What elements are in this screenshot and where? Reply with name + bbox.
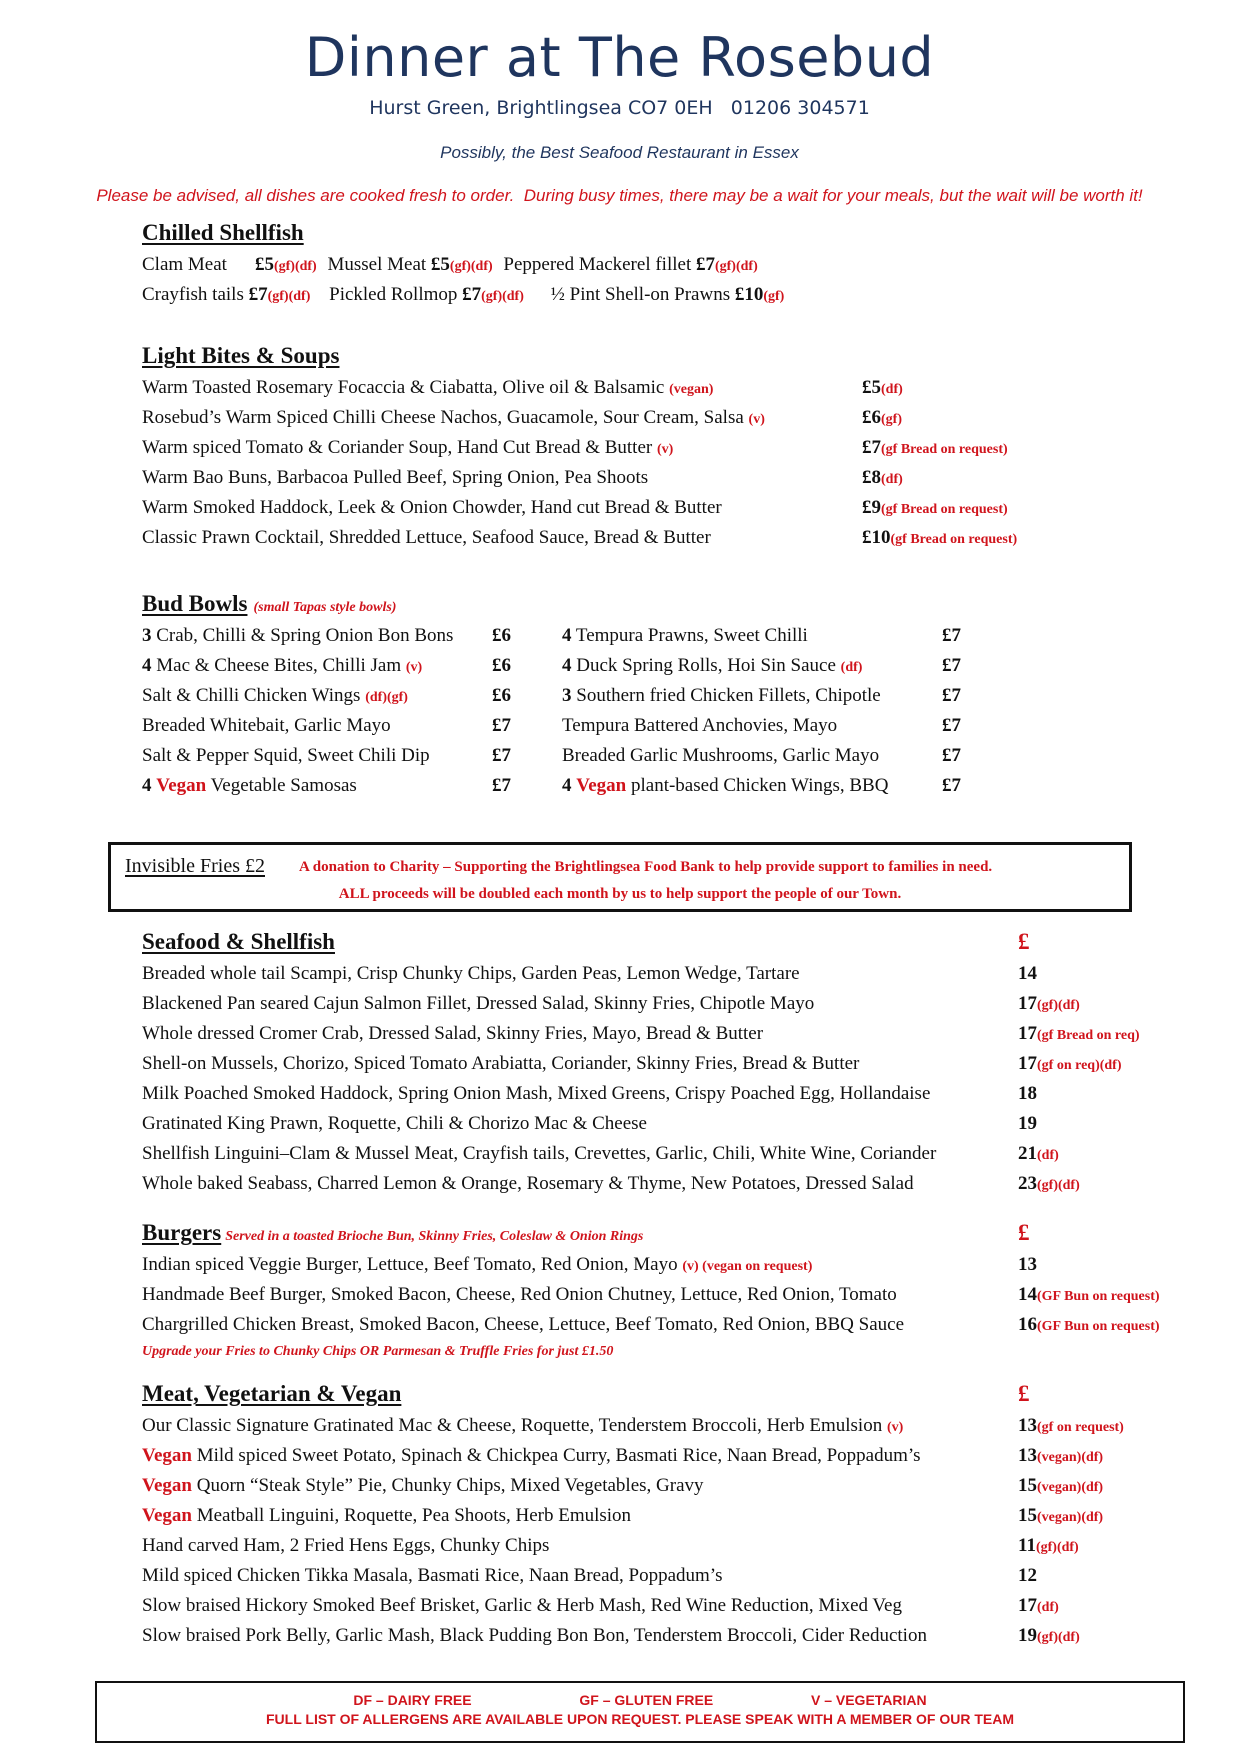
menu-row [142, 403, 1102, 433]
item-name: Salt & Pepper Squid, Sweet Chili Dip [142, 745, 430, 766]
diet-tag: (v) [748, 412, 765, 427]
item-name: Quorn “Steak Style” Pie, Chunky Chips, Mixed Vegetables, Gravy [196, 1475, 704, 1496]
diet-tag: (df) [881, 472, 903, 487]
item-price: £7 [492, 775, 511, 796]
price-cell [862, 433, 1008, 465]
charity-box [108, 842, 1132, 912]
legend-v: V – VEGETARIAN [810, 1692, 927, 1708]
allergen-notice: FULL LIST OF ALLERGENS ARE AVAILABLE UPON REQUEST. PLEASE SPEAK WITH A MEMBER OF OUR TEAM [266, 1711, 1014, 1727]
menu-row [142, 989, 1192, 1019]
bowl-item [562, 741, 879, 771]
diet-tag: (gf)(df) [449, 259, 493, 274]
bowl-item [142, 711, 391, 741]
item-price: £7 [248, 284, 268, 305]
item-name: Blackened Pan seared Cajun Salmon Fillet, Dressed Salad, Skinny Fries, Chipotle Mayo [142, 993, 815, 1014]
price-cell [1018, 1531, 1079, 1563]
bowl-item [142, 621, 453, 651]
vegan-label: Vegan [576, 775, 627, 796]
bowl-item [562, 711, 837, 741]
diet-tag: (GF Bun on request) [1037, 1289, 1160, 1304]
item-name: Mussel Meat [327, 254, 427, 275]
item-name: Vegetable Samosas [210, 775, 357, 796]
item-name: Peppered Mackerel fillet [503, 254, 692, 275]
menu-row [142, 1591, 1192, 1621]
item-name: Breaded whole tail Scampi, Crisp Chunky Chips, Garden Peas, Lemon Wedge, Tartare [142, 963, 800, 984]
item-name: Whole dressed Cromer Crab, Dressed Salad, Skinny Fries, Mayo, Bread & Butter [142, 1023, 764, 1044]
diet-tag: (gf Bread on request) [890, 532, 1018, 547]
item-price: 17 [1018, 993, 1037, 1014]
section-subtitle: Served in a toasted Brioche Bun, Skinny Fries, Coleslaw & Onion Rings [225, 1229, 644, 1244]
section-title: Seafood & Shellfish [142, 929, 335, 954]
legend-gf: GF – GLUTEN FREE [579, 1692, 714, 1708]
item-name: Crayfish tails [142, 284, 244, 305]
item-price: £7 [462, 284, 482, 305]
item-name: Southern fried Chicken Fillets, Chipotle [576, 685, 881, 706]
charity-description: A donation to Charity – Supporting the Brightlingsea Food Bank to help provide support to families in need. [299, 859, 993, 875]
item-price: 13 [1018, 1254, 1037, 1275]
item-name: Mild spiced Chicken Tikka Masala, Basmati Rice, Naan Bread, Poppadum’s [142, 1565, 723, 1586]
item-price: £10 [734, 284, 764, 305]
item-name: Breaded Garlic Mushrooms, Garlic Mayo [562, 745, 880, 766]
item-price: 14 [1018, 963, 1037, 984]
menu-row [142, 1250, 1192, 1280]
item-price: £7 [942, 625, 961, 646]
diet-tag: (gf)(df) [1035, 1540, 1079, 1555]
bowl-item [142, 741, 430, 771]
item-price: 11 [1018, 1535, 1036, 1556]
price-cell [862, 493, 1008, 525]
price-cell [1018, 989, 1080, 1021]
item-name: Milk Poached Smoked Haddock, Spring Onion Mash, Mixed Greens, Crispy Poached Egg, Hollandaise [142, 1083, 931, 1104]
price-cell [1018, 1501, 1103, 1533]
item-quantity: 3 [142, 625, 152, 646]
item-name: Tempura Battered Anchovies, Mayo [562, 715, 838, 736]
section-chilled-shellfish [142, 216, 784, 310]
price-cell [1018, 1139, 1059, 1171]
diet-tag: (GF Bun on request) [1037, 1319, 1160, 1334]
diet-tag: (vegan)(df) [1037, 1480, 1104, 1495]
item-price: 17 [1018, 1595, 1037, 1616]
item-price: £6 [492, 685, 511, 706]
item-price: 19 [1018, 1625, 1037, 1646]
upgrade-note: Upgrade your Fries to Chunky Chips OR Parmesan & Truffle Fries for just £1.50 [142, 1344, 614, 1359]
cooking-notice: Please be advised, all dishes are cooked fresh to order. During busy times, there may be a wait for your meals, but the wait will be worth it! [96, 186, 1143, 205]
item-name: Warm Smoked Haddock, Leek & Onion Chowder, Hand cut Bread & Butter [142, 497, 722, 518]
item-quantity: 4 [142, 775, 152, 796]
bowl-item [142, 681, 408, 713]
item-quantity: 4 [562, 655, 572, 676]
price-cell [1018, 1049, 1122, 1081]
item-name: Salt & Chilli Chicken Wings [142, 685, 361, 706]
item-price: £7 [942, 655, 961, 676]
item-name: Mild spiced Sweet Potato, Spinach & Chickpea Curry, Basmati Rice, Naan Bread, Poppadum’s [196, 1445, 921, 1466]
item-name: Slow braised Hickory Smoked Beef Brisket, Garlic & Herb Mash, Red Wine Reduction, Mixed Veg [142, 1595, 902, 1616]
price-cell [1018, 1411, 1124, 1443]
item-name: Handmade Beef Burger, Smoked Bacon, Cheese, Red Onion Chutney, Lettuce, Red Onion, Tomato [142, 1284, 897, 1305]
item-price: £7 [862, 437, 881, 458]
price-cell [1018, 1280, 1160, 1312]
section-title: Bud Bowls [142, 591, 248, 616]
item-name: Our Classic Signature Gratinated Mac & Cheese, Roquette, Tenderstem Broccoli, Herb Emulsion [142, 1415, 883, 1436]
charity-note: ALL proceeds will be doubled each month by us to help support the people of our Town. [338, 886, 902, 902]
item-name: Indian spiced Veggie Burger, Lettuce, Beef Tomato, Red Onion, Mayo [142, 1254, 678, 1275]
item-price: 17 [1018, 1023, 1037, 1044]
menu-row [142, 681, 982, 711]
item-price: 15 [1018, 1505, 1037, 1526]
menu-row [142, 463, 1102, 493]
section-title: Meat, Vegetarian & Vegan [142, 1381, 402, 1406]
item-price: £6 [862, 407, 881, 428]
price-cell [1018, 959, 1037, 989]
price-cell [1018, 1169, 1080, 1201]
item-name: Warm Bao Buns, Barbacoa Pulled Beef, Spring Onion, Pea Shoots [142, 467, 649, 488]
menu-row [142, 1561, 1192, 1591]
section-burgers [142, 1216, 1192, 1364]
section-title: Light Bites & Soups [142, 343, 340, 368]
item-price: £7 [492, 745, 511, 766]
diet-tag: (v) [405, 660, 423, 675]
bowl-item [142, 651, 422, 683]
bowl-item [562, 681, 881, 711]
price-cell [1018, 1310, 1160, 1342]
item-price: 19 [1018, 1113, 1037, 1134]
diet-tag: (gf)(df) [273, 259, 317, 274]
item-name: Meatball Linguini, Roquette, Pea Shoots, Herb Emulsion [196, 1505, 632, 1526]
menu-row [142, 711, 982, 741]
menu-row [142, 1139, 1192, 1169]
item-price: 16 [1018, 1314, 1037, 1335]
item-name: Shellfish Linguini–Clam & Mussel Meat, Crayfish tails, Crevettes, Garlic, Chili, White Wine, Coriander [142, 1143, 937, 1164]
item-price: £5 [430, 254, 450, 275]
price-cell [1018, 1019, 1140, 1051]
diet-tag: (df) [1037, 1600, 1059, 1615]
item-price: 21 [1018, 1143, 1037, 1164]
menu-row [142, 1441, 1192, 1471]
menu-row [142, 959, 1192, 989]
item-quantity: 4 [562, 625, 572, 646]
item-name: Warm spiced Tomato & Coriander Soup, Hand Cut Bread & Butter [142, 437, 653, 458]
item-name: Slow braised Pork Belly, Garlic Mash, Black Pudding Bon Bon, Tenderstem Broccoli, Cider Reduction [142, 1625, 927, 1646]
item-price: 23 [1018, 1173, 1037, 1194]
item-quantity: 4 [562, 775, 572, 796]
price-cell [1018, 1591, 1059, 1623]
diet-tag: (gf)(df) [481, 289, 524, 304]
menu-row [142, 1019, 1192, 1049]
price-cell [1018, 1561, 1037, 1591]
item-price: £7 [942, 685, 961, 706]
item-price: £9 [862, 497, 881, 518]
diet-tag: (df) [840, 660, 863, 675]
item-price: £5 [862, 377, 881, 398]
currency-header: £ [1018, 929, 1030, 954]
page-title: Dinner at The Rosebud [304, 26, 935, 89]
section-seafood [142, 925, 1192, 1199]
item-name: Mac & Cheese Bites, Chilli Jam [156, 655, 402, 676]
item-name: Gratinated King Prawn, Roquette, Chili & Chorizo Mac & Cheese [142, 1113, 647, 1134]
bowl-item [562, 621, 808, 651]
vegan-label: Vegan [142, 1445, 192, 1466]
diet-tag: (df)(gf) [365, 690, 408, 705]
menu-row [142, 1501, 1192, 1531]
vegan-label: Vegan [156, 775, 207, 796]
item-price: 13 [1018, 1445, 1037, 1466]
item-name: Rosebud’s Warm Spiced Chilli Cheese Nachos, Guacamole, Sour Cream, Salsa [142, 407, 744, 428]
section-meat-veg-vegan [142, 1377, 1192, 1651]
diet-tag: (gf Bread on request) [881, 502, 1008, 517]
diet-tag: (gf) [763, 289, 785, 304]
item-name: Whole baked Seabass, Charred Lemon & Orange, Rosemary & Thyme, New Potatoes, Dressed Salad [142, 1173, 914, 1194]
charity-title: Invisible Fries £2 [125, 855, 265, 877]
price-cell [1018, 1621, 1080, 1653]
item-name: Chargrilled Chicken Breast, Smoked Bacon, Cheese, Lettuce, Beef Tomato, Red Onion, BBQ Sauce [142, 1314, 905, 1335]
item-name: plant-based Chicken Wings, BBQ [630, 775, 889, 796]
item-price: £6 [492, 655, 511, 676]
price-cell [862, 373, 903, 405]
menu-row [142, 280, 784, 310]
diet-tag: (gf on req)(df) [1037, 1058, 1122, 1073]
tagline: Possibly, the Best Seafood Restaurant in Essex [440, 143, 799, 162]
price-cell [862, 403, 902, 435]
menu-row [142, 651, 982, 681]
section-bud-bowls [142, 587, 982, 801]
item-name: Pickled Rollmop [329, 284, 458, 305]
bowl-item [562, 651, 862, 683]
diet-tag: (df) [881, 382, 903, 397]
item-price: 14 [1018, 1284, 1037, 1305]
section-light-bites [142, 339, 1102, 553]
price-cell [1018, 1250, 1037, 1280]
item-quantity: 3 [562, 685, 572, 706]
menu-row [142, 771, 982, 801]
diet-tag: (v) [656, 442, 674, 457]
menu-row [142, 493, 1102, 523]
item-quantity: 4 [142, 655, 152, 676]
menu-row [142, 1531, 1192, 1561]
currency-header: £ [1018, 1220, 1030, 1245]
item-price: £7 [942, 775, 961, 796]
item-name: Warm Toasted Rosemary Focaccia & Ciabatta, Olive oil & Balsamic [142, 377, 665, 398]
menu-row [142, 621, 982, 651]
diet-tag: (gf Bread on req) [1037, 1028, 1140, 1043]
item-price: £10 [862, 527, 891, 548]
item-name: Duck Spring Rolls, Hoi Sin Sauce [576, 655, 836, 676]
menu-row [142, 1109, 1192, 1139]
item-price: 13 [1018, 1415, 1037, 1436]
item-name: Clam Meat [142, 254, 227, 275]
price-cell [1018, 1109, 1037, 1139]
diet-tag: (v) (vegan on request) [682, 1259, 813, 1274]
diet-tag: (v) [886, 1420, 904, 1435]
item-name: Classic Prawn Cocktail, Shredded Lettuce, Seafood Sauce, Bread & Butter [142, 527, 711, 548]
item-price: £6 [492, 625, 511, 646]
item-name: Breaded Whitebait, Garlic Mayo [142, 715, 391, 736]
menu-row [142, 433, 1102, 463]
diet-tag: (vegan) [669, 382, 714, 397]
price-cell [1018, 1441, 1103, 1473]
menu-row [142, 1079, 1192, 1109]
menu-row [142, 1049, 1192, 1079]
diet-tag: (gf)(df) [267, 289, 311, 304]
diet-tag: (gf)(df) [714, 259, 758, 274]
section-title: Chilled Shellfish [142, 220, 304, 245]
menu-row [142, 373, 1102, 403]
item-price: 15 [1018, 1475, 1037, 1496]
menu-row [142, 1310, 1192, 1340]
menu-row [142, 1471, 1192, 1501]
menu-row [142, 1411, 1192, 1441]
price-cell [862, 523, 1017, 555]
item-name: Tempura Prawns, Sweet Chilli [575, 625, 808, 646]
vegan-label: Vegan [142, 1475, 192, 1496]
diet-tag: (df) [1037, 1148, 1059, 1163]
diet-tag: (vegan)(df) [1037, 1510, 1104, 1525]
item-price: £7 [942, 745, 961, 766]
menu-row [142, 741, 982, 771]
item-price: £8 [862, 467, 881, 488]
price-cell [1018, 1079, 1037, 1109]
item-price: 12 [1018, 1565, 1037, 1586]
diet-tag: (gf) [881, 412, 902, 427]
bowl-item [562, 771, 888, 801]
item-price: 17 [1018, 1053, 1037, 1074]
item-price: £7 [695, 254, 715, 275]
diet-tag: (gf Bread on request) [881, 442, 1008, 457]
section-subtitle: (small Tapas style bowls) [253, 600, 397, 615]
section-title: Burgers [142, 1220, 222, 1245]
diet-tag: (gf)(df) [1037, 1630, 1080, 1645]
price-cell [862, 463, 903, 495]
allergen-legend [95, 1681, 1185, 1743]
item-name: Hand carved Ham, 2 Fried Hens Eggs, Chunky Chips [142, 1535, 550, 1556]
item-price: 18 [1018, 1083, 1037, 1104]
item-price: £5 [254, 254, 274, 275]
currency-header: £ [1018, 1381, 1030, 1406]
item-price: £7 [942, 715, 961, 736]
bowl-item [142, 771, 357, 801]
menu-row [142, 1169, 1192, 1199]
item-name: Crab, Chilli & Spring Onion Bon Bons [156, 625, 454, 646]
price-cell [1018, 1471, 1103, 1503]
menu-row [142, 1280, 1192, 1310]
menu-row [142, 523, 1102, 553]
diet-tag: (vegan)(df) [1037, 1450, 1104, 1465]
vegan-label: Vegan [142, 1505, 192, 1526]
item-name: ½ Pint Shell-on Prawns [550, 284, 731, 305]
diet-tag: (gf on request) [1037, 1420, 1124, 1435]
item-name: Shell-on Mussels, Chorizo, Spiced Tomato Arabiatta, Coriander, Skinny Fries, Bread & Butter [142, 1053, 860, 1074]
diet-tag: (gf)(df) [1037, 1178, 1080, 1193]
menu-row [142, 250, 784, 280]
item-price: £7 [492, 715, 511, 736]
restaurant-address: Hurst Green, Brightlingsea CO7 0EH 01206 304571 [369, 97, 870, 119]
menu-row [142, 1621, 1192, 1651]
legend-df: DF – DAIRY FREE [353, 1692, 472, 1708]
diet-tag: (gf)(df) [1037, 998, 1080, 1013]
